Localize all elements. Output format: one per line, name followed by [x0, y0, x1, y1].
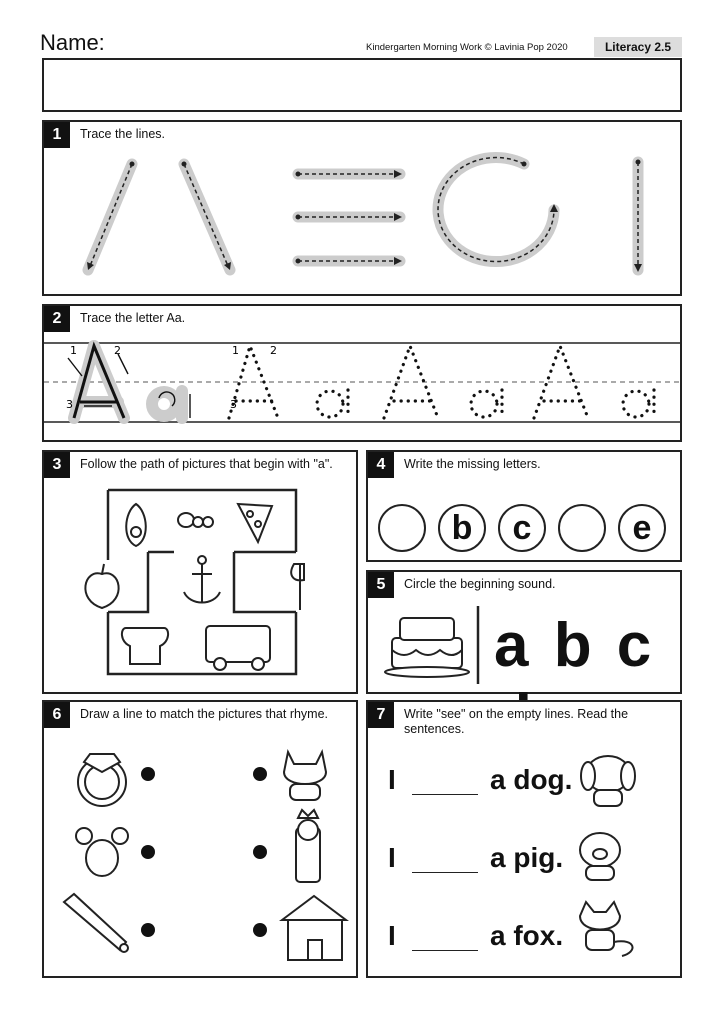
anchor-icon	[184, 564, 220, 603]
apple-icon	[85, 573, 118, 608]
letter-tracing-drawing[interactable]	[44, 306, 680, 440]
answer-blank[interactable]	[412, 950, 478, 951]
match-dot	[253, 845, 267, 859]
match-dot	[141, 923, 155, 937]
section-number: 4	[368, 452, 394, 478]
axe-icon	[291, 564, 304, 610]
section-instruction: Follow the path of pictures that begin with "a".	[80, 457, 333, 471]
match-dot	[253, 923, 267, 937]
section-instruction: Draw a line to match the pictures that rhyme.	[80, 707, 329, 721]
letter-choices[interactable]: a b c	[494, 611, 656, 680]
section-instruction: Write the missing letters.	[404, 457, 541, 471]
cat-icon	[284, 752, 326, 784]
name-label: Name:	[40, 30, 105, 55]
match-dot	[141, 767, 155, 781]
tiger-icon	[122, 628, 168, 664]
section-number: 6	[44, 702, 70, 728]
ambulance-icon	[206, 626, 270, 662]
letter-circle: b	[438, 504, 486, 552]
section-number: 5	[368, 572, 394, 598]
section-picture-path	[42, 450, 358, 694]
dog-icon	[586, 756, 630, 792]
sentence-end: a dog.	[490, 764, 573, 795]
stroke-number: 3	[66, 398, 73, 411]
picture-maze[interactable]	[44, 452, 356, 692]
rhyme-match-drawing[interactable]	[44, 702, 356, 976]
ant-icon	[178, 513, 194, 527]
section-instruction: Trace the letter Aa.	[80, 311, 186, 325]
section-trace-lines	[42, 120, 682, 296]
name-field[interactable]	[42, 58, 682, 112]
section-missing-letters	[366, 450, 682, 562]
sentence-end: a pig.	[490, 842, 564, 873]
trace-lines-drawing[interactable]	[44, 122, 680, 294]
mouse-icon	[86, 840, 118, 876]
stroke-number: 2	[114, 344, 121, 357]
letter-circle: e	[618, 504, 666, 552]
level-tag: Literacy 2.5	[594, 37, 682, 57]
section-number: 1	[44, 122, 70, 148]
stroke-number: 1	[70, 344, 77, 357]
section-sentences	[366, 700, 682, 978]
sentence-start: I	[388, 764, 396, 795]
letter-circle: c	[498, 504, 546, 552]
match-dot	[253, 767, 267, 781]
house-icon	[282, 896, 346, 920]
section-instruction: Circle the beginning sound.	[404, 577, 556, 591]
pig-icon	[580, 833, 620, 867]
letter-circle-blank[interactable]	[378, 504, 426, 552]
avocado-icon	[126, 504, 146, 546]
answer-blank[interactable]	[412, 794, 478, 795]
sentence-start: I	[388, 920, 396, 951]
match-dot	[141, 845, 155, 859]
section-rhyme-match	[42, 700, 358, 978]
section-number: 2	[44, 306, 70, 332]
letter-circle-blank[interactable]	[558, 504, 606, 552]
section-trace-letter	[42, 304, 682, 442]
section-instruction: Trace the lines.	[80, 127, 165, 141]
sentence-start: I	[388, 842, 396, 873]
credit-text: Kindergarten Morning Work © Lavinia Pop 2020	[366, 42, 568, 53]
section-number: 7	[368, 702, 394, 728]
section-instruction: Write "see" on the empty lines. Read the sentences.	[404, 707, 629, 736]
fox-icon	[580, 902, 620, 930]
sentence-end: a fox.	[490, 920, 564, 951]
stroke-number: 1	[232, 344, 239, 357]
section-number: 3	[44, 452, 70, 478]
section-beginning-sound	[366, 570, 682, 694]
stroke-number: 2	[270, 344, 277, 357]
bat-icon	[64, 894, 126, 950]
answer-blank[interactable]	[412, 872, 478, 873]
cake-icon	[392, 638, 462, 668]
stroke-number: 3	[230, 398, 237, 411]
